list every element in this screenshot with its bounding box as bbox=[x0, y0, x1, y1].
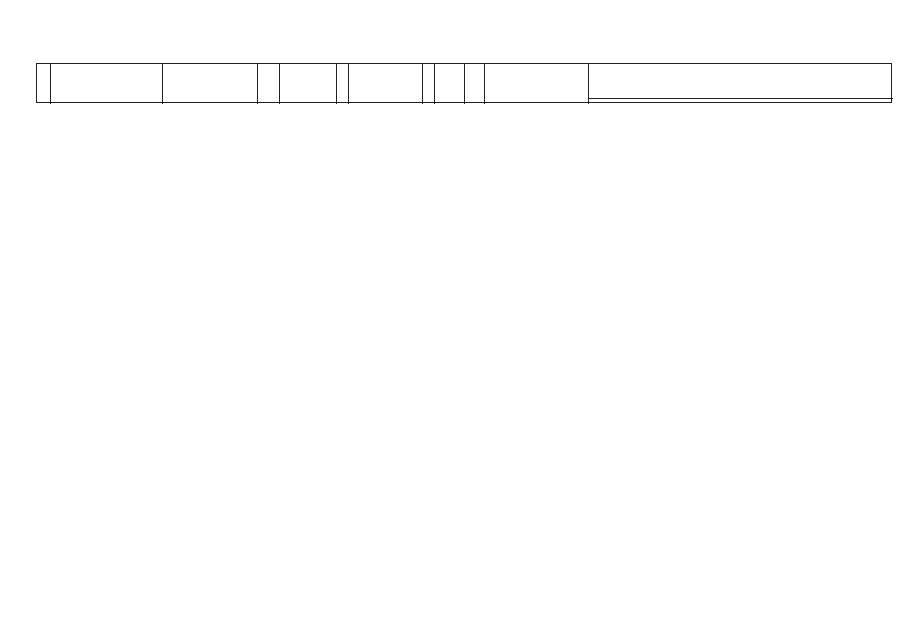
header-territory-type bbox=[423, 64, 435, 104]
header-works-list bbox=[485, 64, 589, 104]
header-settlement bbox=[163, 64, 258, 104]
header-no bbox=[37, 64, 51, 104]
header-house-number bbox=[465, 64, 485, 104]
header-locality-type bbox=[258, 64, 280, 104]
header-years-row bbox=[589, 98, 893, 104]
capital-repair-table bbox=[36, 63, 892, 590]
table-header bbox=[36, 63, 892, 103]
header-street-type bbox=[337, 64, 349, 104]
header-territory-name bbox=[349, 64, 423, 104]
header-schedule-title bbox=[589, 64, 893, 98]
header-locality-name bbox=[280, 64, 337, 104]
header-municipal-district bbox=[51, 64, 163, 104]
header-street-name bbox=[435, 64, 465, 104]
